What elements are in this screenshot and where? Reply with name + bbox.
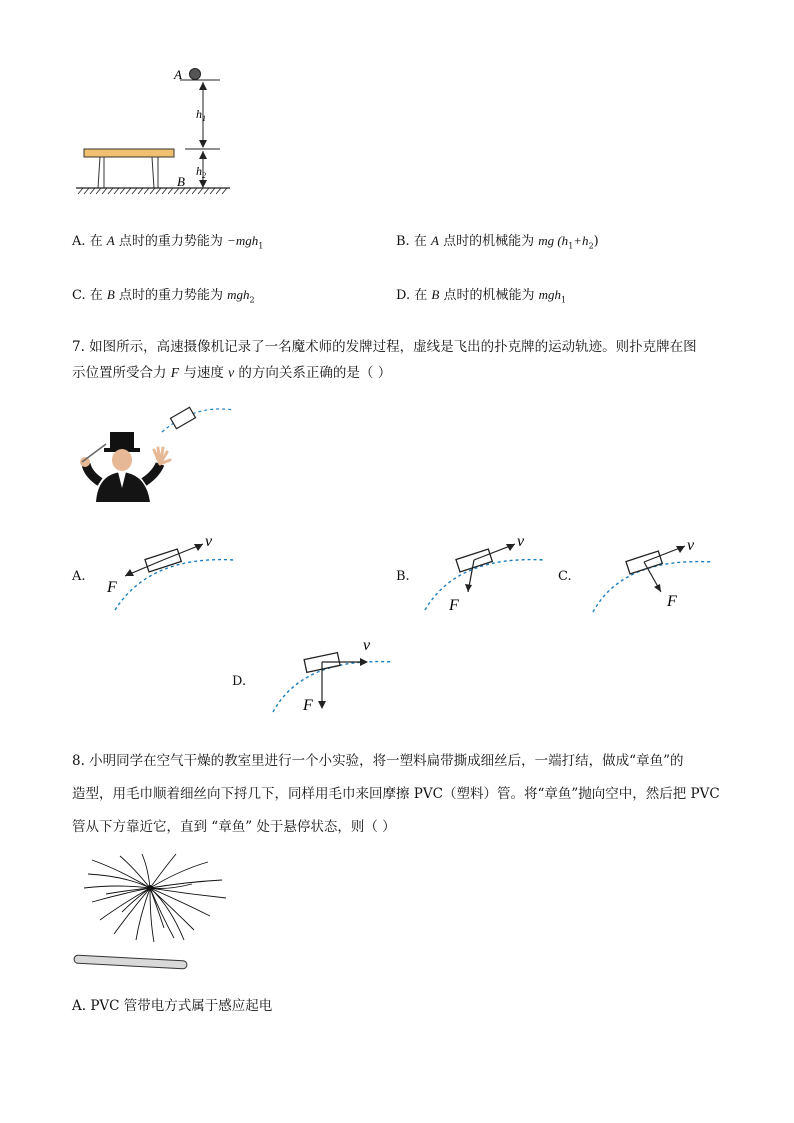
table-top [84, 149, 174, 157]
q7-question [72, 334, 732, 386]
q7-d-v: v [363, 637, 371, 654]
q7-b-v: v [517, 533, 525, 550]
q7-option-d-label[interactable]: D. [232, 674, 247, 689]
q7-option-a-label[interactable]: A. [72, 569, 86, 584]
octopus-diagram [70, 850, 240, 975]
height-diagram [70, 60, 240, 200]
pvc-tube [74, 955, 187, 969]
q7-option-c-diagram[interactable] [585, 532, 720, 617]
label-h1: h [196, 107, 202, 121]
label-h1-sub: 1 [202, 114, 206, 123]
q7-option-c-label[interactable]: C. [558, 569, 572, 584]
q6-option-a[interactable]: A. 在 A 点时的重力势能为 −mgh$_1$ [72, 233, 264, 251]
q7-option-a-diagram[interactable] [95, 530, 245, 615]
label-h2-sub: 2 [202, 171, 206, 180]
q7-option-b-label[interactable]: B. [396, 569, 410, 584]
q6-option-c[interactable]: C. 在 B 点时的重力势能为 mgh$_2$ [72, 287, 255, 305]
q7-line-2: 示位置所受合力 F 与速度 v 的方向关系正确的是（ ） [72, 365, 392, 381]
q6-option-b[interactable]: B. 在 A 点时的机械能为 mg $(h_1+h_2)$ [396, 233, 599, 251]
q7-d-F: F [303, 697, 313, 714]
label-h2: h [196, 164, 202, 178]
label-A: A [174, 67, 182, 82]
q8-line-2: 造型，用毛巾顺着细丝向下捋几下，同样用毛巾来回摩擦 PVC（塑料）管。将“章鱼”抛向空中，然后把 PVC [72, 786, 720, 802]
ball [190, 69, 201, 80]
ground-hatch [78, 188, 227, 194]
q8-option-a[interactable]: A. PVC 管带电方式属于感应起电 [72, 998, 273, 1014]
svg-text:h1 [196, 107, 206, 123]
q7-a-F: F [107, 579, 117, 596]
octopus-strands [84, 854, 226, 942]
q8-line-1: 8. 小明同学在空气干燥的教室里进行一个小实验，将一塑料扁带撕成细丝后，一端打结，做成“章鱼”的 [72, 753, 684, 769]
label-B: B [177, 174, 185, 189]
q7-c-F: F [667, 593, 677, 610]
q8-line-3: 管从下方靠近它，直到 “章鱼” 处于悬停状态，则（ ） [72, 819, 396, 835]
q8-question [72, 748, 732, 840]
q7-option-d-diagram[interactable] [265, 632, 400, 717]
q7-a-v: v [205, 533, 213, 550]
q6-option-d[interactable]: D. 在 B 点时的机械能为 mgh$_1$ [396, 287, 567, 305]
svg-text:h2 [196, 164, 206, 180]
q7-option-b-diagram[interactable] [415, 530, 550, 615]
q7-line-1: 7. 如图所示，高速摄像机记录了一名魔术师的发牌过程，虚线是飞出的扑克牌的运动轨迹。则扑克牌在图 [72, 339, 697, 355]
q7-b-F: F [449, 597, 459, 614]
q7-c-v: v [687, 537, 695, 554]
magician-image [74, 402, 244, 502]
